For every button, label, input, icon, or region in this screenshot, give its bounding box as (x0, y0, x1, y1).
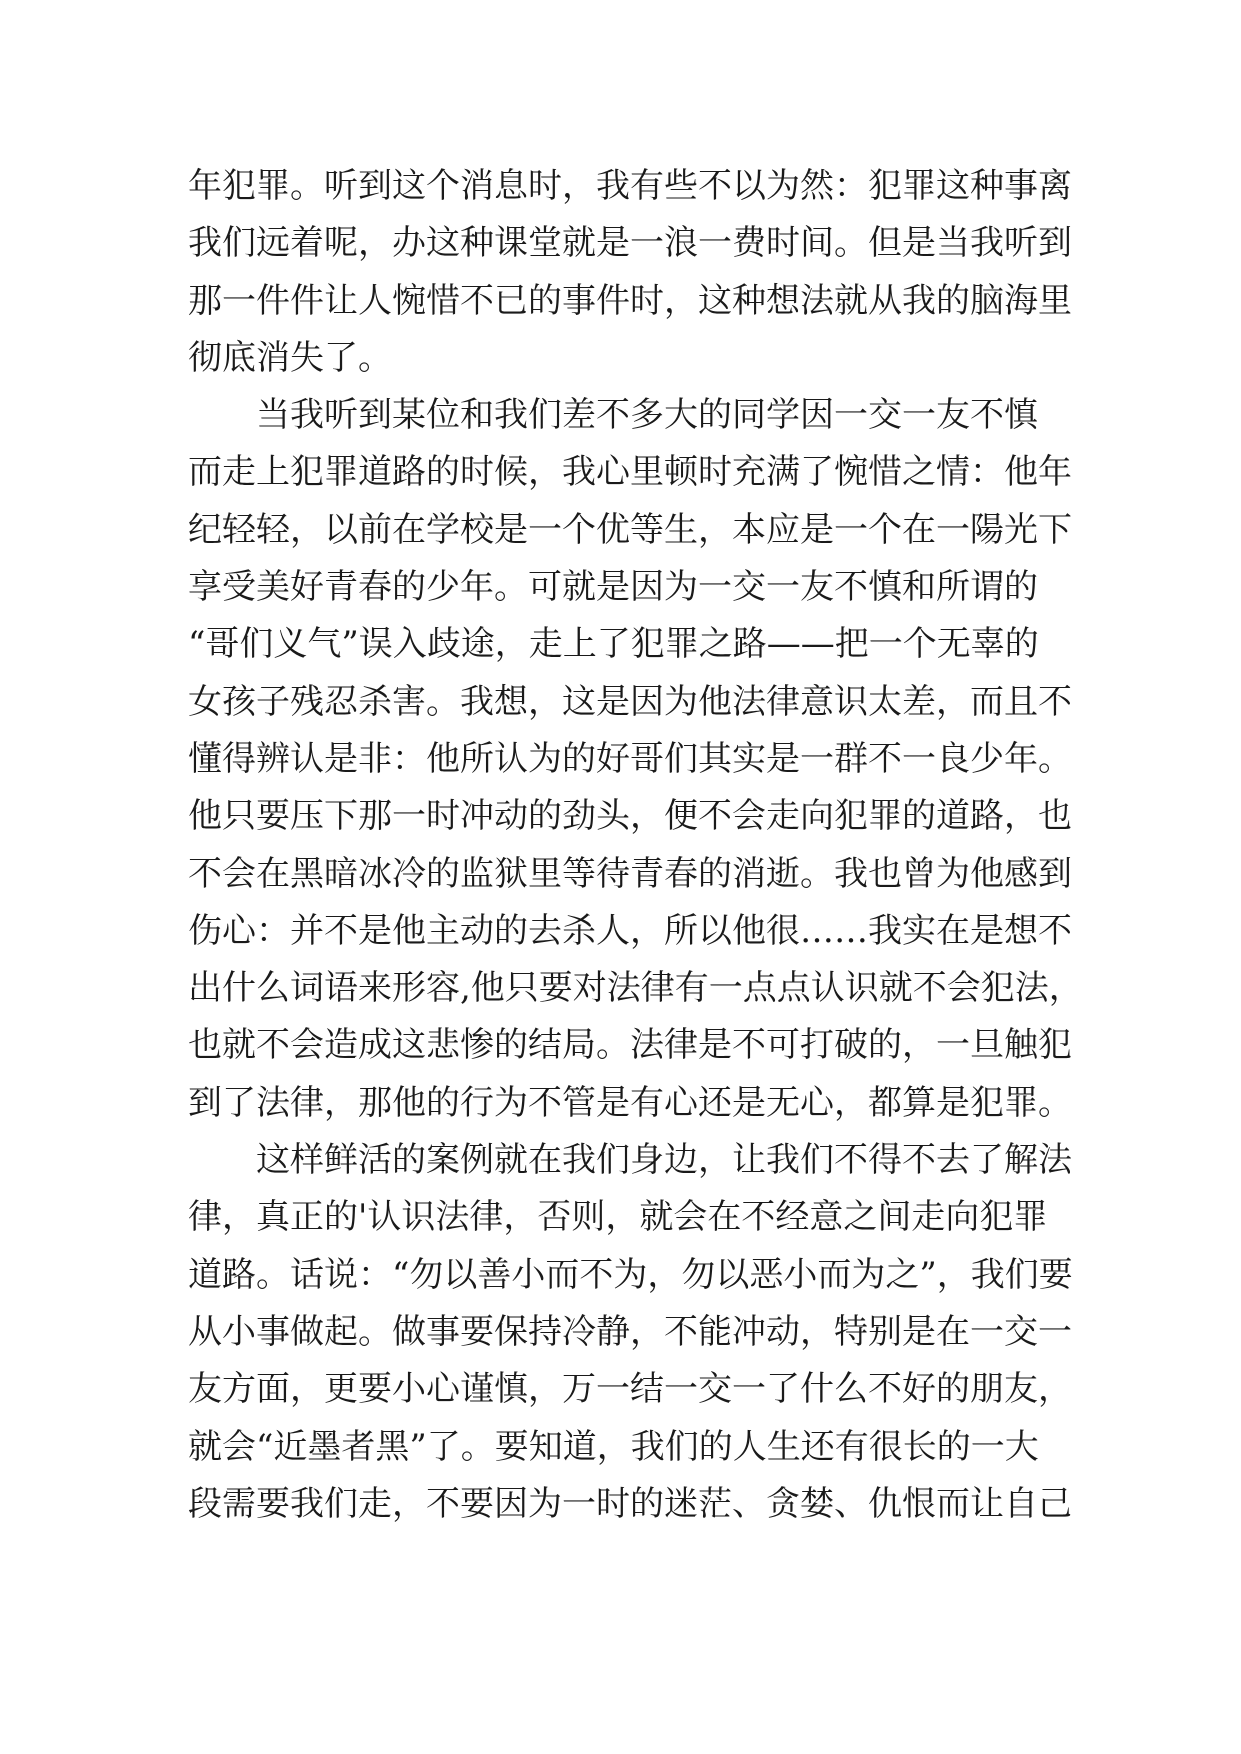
text-line: 当我听到某位和我们差不多大的同学因一交一友不慎 (256, 395, 1038, 436)
body-text (188, 158, 1083, 1533)
paragraph-2 (188, 387, 1083, 1132)
text-line: 就会“近墨者黑”了。要知道，我们的人生还有很长的一大 (188, 1426, 1039, 1467)
text-line: 律，真正的'认识法律，否则，就会在不经意之间走向犯罪 (188, 1197, 1048, 1238)
text-line: 到了法律，那他的行为不管是有心还是无心，都算是犯罪。 (188, 1082, 1072, 1123)
paragraph-3 (188, 1132, 1073, 1533)
text-line: 我们远着呢，办这种课堂就是一浪一费时间。但是当我听到 (188, 223, 1072, 264)
text-line: 他只要压下那一时冲动的劲头，便不会走向犯罪的道路，也 (188, 796, 1072, 837)
text-line: 从小事做起。做事要保持冷静，不能冲动，特别是在一交一 (188, 1311, 1072, 1352)
text-line: 彻底消失了。 (188, 337, 392, 378)
text-line: 不会在黑暗冰冷的监狱里等待青春的消逝。我也曾为他感到 (188, 853, 1072, 894)
text-line: 懂得辨认是非：他所认为的好哥们其实是一群不一良少年。 (188, 738, 1072, 779)
text-line: 伤心：并不是他主动的去杀人，所以他很……我实在是想不 (188, 910, 1072, 951)
text-line: 道路。话说：“勿以善小而不为，勿以恶小而为之”，我们要 (188, 1254, 1073, 1295)
text-line: 也就不会造成这悲惨的结局。法律是不可打破的，一旦触犯 (188, 1025, 1072, 1066)
paragraph-1 (188, 158, 1072, 387)
text-line: 享受美好青春的少年。可就是因为一交一友不慎和所谓的 (188, 567, 1038, 608)
text-line: 友方面，更要小心谨慎，万一结一交一了什么不好的朋友， (188, 1369, 1072, 1410)
text-line: 段需要我们走，不要因为一时的迷茫、贪婪、仇恨而让自己 (188, 1483, 1072, 1524)
text-line: 那一件件让人惋惜不已的事件时，这种想法就从我的脑海里 (188, 280, 1072, 321)
text-line: 出什么词语来形容,他只要对法律有一点点认识就不会犯法， (188, 968, 1083, 1009)
text-line: 纪轻轻，以前在学校是一个优等生，本应是一个在一陽光下 (188, 509, 1072, 550)
text-line: 年犯罪。听到这个消息时，我有些不以为然：犯罪这种事离 (188, 166, 1072, 206)
text-line: 女孩子残忍杀害。我想，这是因为他法律意识太差，而且不 (188, 681, 1072, 722)
text-line: 而走上犯罪道路的时候，我心里顿时充满了惋惜之情：他年 (188, 452, 1072, 493)
text-line: “哥们义气”误入歧途，走上了犯罪之路——把一个无辜的 (188, 624, 1039, 665)
text-line: 这样鲜活的案例就在我们身边，让我们不得不去了解法 (256, 1140, 1072, 1181)
